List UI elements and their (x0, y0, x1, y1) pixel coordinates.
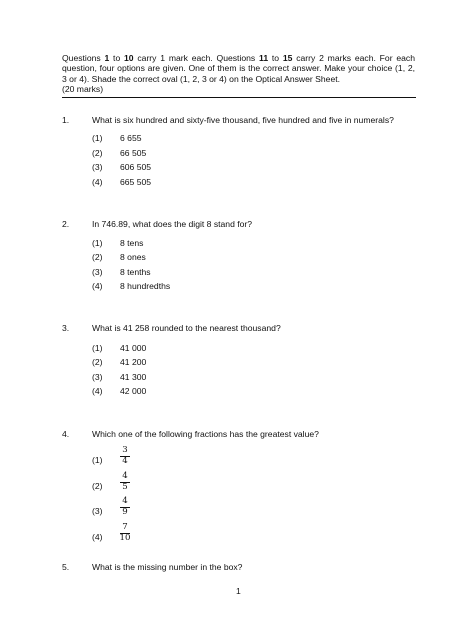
fraction-denominator: 5 (122, 481, 128, 492)
question-text: What is six hundred and sixty-five thousand, five hundred and five in numerals? (92, 115, 394, 125)
option-label: (1) (92, 343, 103, 353)
instructions-text: carry 2 marks each. For each question, four options are given. One of them is the correct answer. Make your choice (1, 2, 3 or 4). Shade the correct oval (1, 2, 3 or 4) on the Optical Answer Sheet. (62, 53, 415, 84)
option-text: 42 000 (120, 386, 147, 396)
option-label: (3) (92, 372, 103, 382)
divider-rule (62, 97, 416, 98)
question-text: What is 41 258 rounded to the nearest thousand? (92, 323, 281, 333)
option-label: (3) (92, 162, 103, 172)
fraction (119, 497, 131, 517)
option-label: (3) (92, 267, 103, 277)
option-text: 66 505 (120, 148, 147, 158)
option-label: (1) (92, 238, 103, 248)
fraction-numerator: 4 (122, 471, 128, 481)
question-number: 3. (62, 323, 70, 333)
instructions-marks: (20 marks) (62, 84, 104, 95)
instructions-bold: 11 (259, 53, 269, 63)
instructions-text: carry 1 mark each. Questions (133, 53, 260, 63)
option-text: 6 655 (120, 133, 142, 143)
option-label: (1) (92, 133, 103, 143)
option-text: 8 ones (120, 252, 146, 262)
option-label: (2) (92, 252, 103, 262)
option-text: 606 505 (120, 162, 152, 172)
option-text: 8 tenths (120, 267, 151, 277)
question-number: 2. (62, 219, 70, 229)
instructions-bold: 10 (124, 53, 134, 63)
option-label: (2) (92, 481, 103, 491)
question-text: Which one of the following fractions has the greatest value? (92, 429, 319, 439)
fraction-denominator: 9 (122, 506, 128, 517)
option-label: (4) (92, 532, 103, 542)
instructions-text: to (109, 53, 125, 63)
instructions-text: to (268, 53, 283, 63)
question-text: In 746.89, what does the digit 8 stand for? (92, 219, 253, 229)
option-text: 8 tens (120, 238, 144, 248)
question-number: 5. (62, 562, 70, 572)
option-label: (2) (92, 357, 103, 367)
fraction (119, 472, 131, 492)
fraction (119, 523, 131, 543)
fraction-denominator: 10 (119, 532, 131, 543)
fraction-numerator: 7 (122, 522, 128, 532)
option-text: 41 300 (120, 372, 147, 382)
instructions-text: Questions (62, 53, 105, 63)
option-label: (4) (92, 281, 103, 291)
fraction (119, 446, 131, 466)
fraction-numerator: 3 (122, 445, 128, 455)
option-label: (3) (92, 506, 103, 516)
instructions-bold: 1 (104, 53, 110, 63)
option-label: (4) (92, 386, 103, 396)
option-label: (1) (92, 455, 103, 465)
option-text: 41 000 (120, 343, 147, 353)
option-text: 8 hundredths (120, 281, 171, 291)
fraction-numerator: 4 (122, 496, 128, 506)
option-label: (2) (92, 148, 103, 158)
option-text: 665 505 (120, 177, 152, 187)
instructions (62, 53, 415, 95)
question-text: What is the missing number in the box? (92, 562, 243, 572)
option-label: (4) (92, 177, 103, 187)
instructions-bold: 15 (282, 53, 293, 63)
fraction-denominator: 4 (122, 455, 128, 466)
question-number: 4. (62, 429, 70, 439)
page-number: 1 (236, 586, 241, 596)
question-number: 1. (62, 115, 70, 125)
option-text: 41 200 (120, 357, 147, 367)
